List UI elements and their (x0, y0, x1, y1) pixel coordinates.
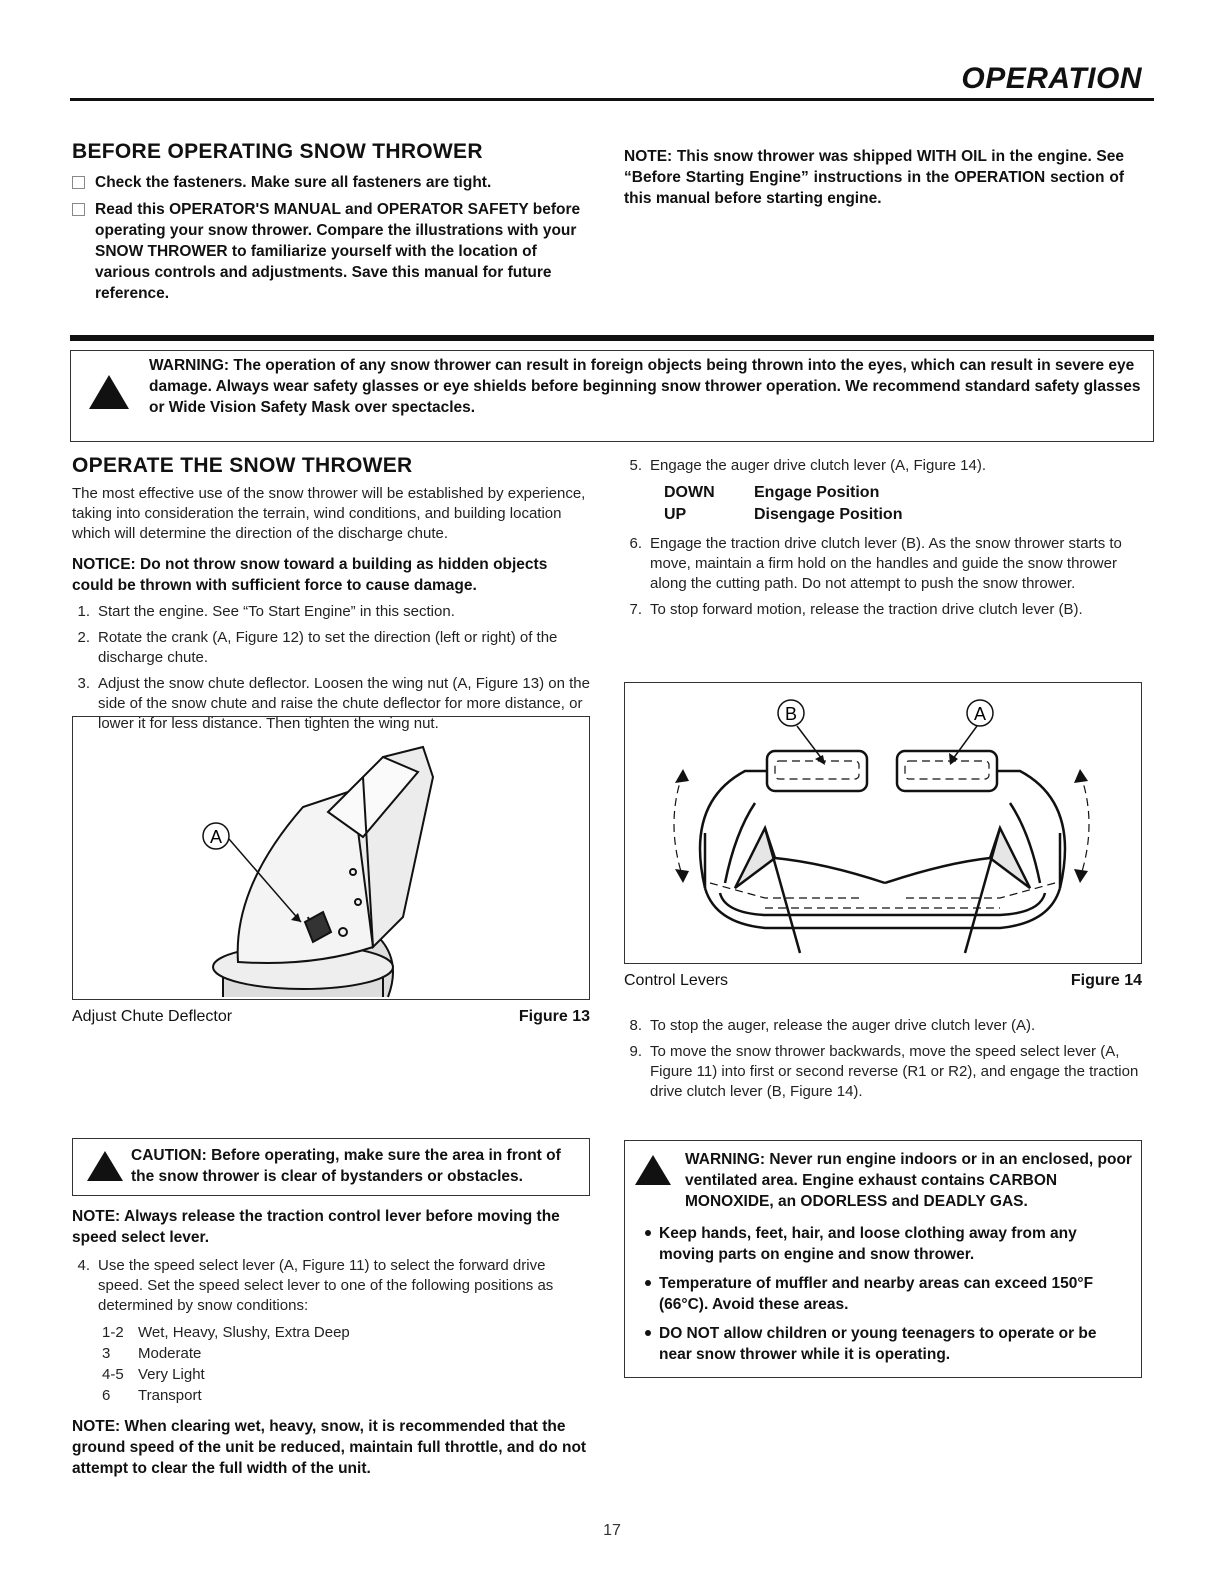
step-number: 9. (629, 1043, 642, 1060)
bullet-text: DO NOT allow children or young teenagers to operate or be near snow thrower while it is operating. (659, 1325, 1097, 1363)
figure-number: Figure 14 (1070, 972, 1142, 989)
co-bullet-list (645, 1223, 1131, 1373)
oil-note: NOTE: This snow thrower was shipped WITH OIL in the engine. See “Before Starting Engine” instructions in the OPERATION section of this manual before starting engine. (624, 148, 1124, 207)
step-number: 8. (629, 1017, 642, 1034)
speed-section (72, 1206, 590, 1479)
list-item (624, 600, 1140, 620)
callout-a-label: A (209, 827, 223, 847)
warning-triangle-icon (89, 375, 129, 409)
figure-number: Figure 13 (518, 1008, 590, 1025)
checkbox-icon (72, 176, 85, 189)
callout-a-label: A (973, 704, 987, 724)
bullet-icon (645, 1330, 651, 1336)
before-operating-title: BEFORE OPERATING SNOW THROWER (72, 140, 483, 163)
step-text: Use the speed select lever (A, Figure 11) to select the forward drive speed. Set the speed select lever to one of the following positions as determined by snow conditions: (98, 1257, 554, 1314)
right-lower-steps (624, 1016, 1140, 1108)
checkbox-icon (72, 203, 85, 216)
co-warning-box (624, 1140, 1142, 1378)
step-text: To stop the auger, release the auger drive clutch lever (A). (650, 1017, 1036, 1034)
caution-text: CAUTION: Before operating, make sure the area in front of the snow thrower is clear of bystanders or obstacles. (131, 1147, 561, 1185)
step-number: 4. (77, 1257, 90, 1274)
eye-warning-text: WARNING: The operation of any snow thrower can result in foreign objects being thrown into the eyes, which can result in severe eye damage. Always wear safety glasses or eye shields before beginning snow thrower operation. We recommend standard safety glasses or Wide Vision Safety Mask over spectacles. (149, 357, 1141, 416)
figure-14 (624, 682, 1142, 964)
step-number: 5. (629, 457, 642, 474)
list-item (645, 1223, 1131, 1265)
steps-list-step4 (72, 1256, 590, 1316)
checklist-item (72, 199, 592, 304)
step-text: To move the snow thrower backwards, move the speed select lever (A, Figure 11) into first or second reverse (R1 or R2), and engage the traction drive clutch lever (B, Figure 14). (650, 1043, 1139, 1100)
figure-14-caption (624, 972, 1142, 990)
section-divider (70, 335, 1154, 341)
list-item (624, 1016, 1140, 1036)
operate-section (72, 454, 590, 740)
position-value: Engage Position (754, 484, 880, 501)
callout-b-label: B (784, 704, 798, 724)
bullet-text: Temperature of muffler and nearby areas can exceed 150°F (66°C). Avoid these areas. (659, 1275, 1094, 1313)
eye-warning-box (70, 350, 1154, 442)
caption-text: Control Levers (624, 972, 729, 989)
step-text: Engage the traction drive clutch lever (B). As the snow thrower starts to move, maintain a firm hold on the handles and guide the snow thrower along the cutting path. Do not attempt to push the snow thrower. (650, 535, 1122, 592)
position-value: Disengage Position (754, 506, 903, 523)
notice-text: NOTICE: Do not throw snow toward a building as hidden objects could be thrown with sufficient force to cause damage. (72, 556, 548, 594)
list-item (624, 534, 1140, 594)
list-item (72, 602, 590, 622)
position-table (664, 482, 1140, 526)
checklist-item (72, 172, 592, 193)
speed-key: 6 (102, 1387, 111, 1404)
speed-value: Wet, Heavy, Slushy, Extra Deep (138, 1324, 350, 1341)
list-item (645, 1323, 1131, 1365)
checklist-text: Read this OPERATOR'S MANUAL and OPERATOR SAFETY before operating your snow thrower. Compare the illustrations with your SNOW THROWER to familiarize yourself with the location of various controls and adjustments. Save this manual for future reference. (95, 201, 581, 302)
figure-13 (72, 716, 590, 1000)
warning-triangle-icon (87, 1151, 123, 1181)
header-rule (70, 98, 1154, 101)
position-key: UP (664, 506, 687, 523)
step-number: 6. (629, 535, 642, 552)
page-number: 17 (603, 1522, 621, 1539)
bullet-icon (645, 1230, 651, 1236)
control-levers-illustration (625, 683, 1140, 962)
steps-list-right-3 (624, 1016, 1140, 1102)
steps-list-right (624, 456, 1140, 476)
speed-key: 4-5 (102, 1366, 124, 1383)
bullet-text: Keep hands, feet, hair, and loose clothing away from any moving parts on engine and snow thrower. (659, 1225, 1077, 1263)
list-item (624, 1042, 1140, 1102)
speed-value: Transport (138, 1387, 202, 1404)
position-row (664, 482, 1140, 504)
speed-value: Moderate (138, 1345, 202, 1362)
chute-deflector-illustration (73, 717, 588, 998)
position-key: DOWN (664, 484, 715, 501)
right-column (624, 456, 1140, 626)
warning-triangle-icon (635, 1155, 671, 1185)
step-number: 7. (629, 601, 642, 618)
step-number: 1. (77, 603, 90, 620)
bullet-icon (645, 1280, 651, 1286)
step-number: 3. (77, 675, 90, 692)
section-title: OPERATION (961, 62, 1142, 95)
step-text: Start the engine. See “To Start Engine” in this section. (98, 603, 455, 620)
speed-table (102, 1322, 590, 1406)
step-text: Engage the auger drive clutch lever (A, Figure 14). (650, 457, 987, 474)
step-text: To stop forward motion, release the traction drive clutch lever (B). (650, 601, 1083, 618)
list-item (645, 1273, 1131, 1315)
speed-key: 3 (102, 1345, 111, 1362)
steps-list-right-2 (624, 534, 1140, 620)
list-item (72, 628, 590, 668)
speed-note: NOTE: Always release the traction control lever before moving the speed select lever. (72, 1208, 560, 1246)
operate-intro: The most effective use of the snow thrower will be established by experience, taking into consideration the terrain, wind conditions, and building location which will determine the direction of the discharge chute. (72, 485, 586, 542)
checklist-text: Check the fasteners. Make sure all fasteners are tight. (95, 174, 492, 191)
co-warning-text: WARNING: Never run engine indoors or in an enclosed, poor ventilated area. Engine exhaust contains CARBON MONOXIDE, an ODORLESS and DEADLY GAS. (685, 1151, 1132, 1210)
speed-key: 1-2 (102, 1324, 124, 1341)
position-row (664, 504, 1140, 526)
step-number: 2. (77, 629, 90, 646)
step-text: Rotate the crank (A, Figure 12) to set the direction (left or right) of the discharge chute. (98, 629, 558, 666)
wet-snow-note: NOTE: When clearing wet, heavy, snow, it is recommended that the ground speed of the unit be reduced, maintain full throttle, and do not attempt to clear the full width of the unit. (72, 1418, 587, 1477)
figure-13-caption (72, 1008, 590, 1026)
steps-list-left (72, 602, 590, 734)
caption-text: Adjust Chute Deflector (72, 1008, 233, 1025)
caution-box (72, 1138, 590, 1196)
speed-value: Very Light (138, 1366, 205, 1383)
step-text: Adjust the snow chute deflector. Loosen the wing nut (A, Figure 13) on the side of the snow chute and raise the chute deflector for more distance, or lower it for less distance. Then tighten the wing nut. (98, 675, 590, 732)
operate-title: OPERATE THE SNOW THROWER (72, 454, 413, 477)
list-item (624, 456, 1140, 476)
before-operating-section (72, 140, 592, 310)
list-item (72, 1256, 590, 1316)
